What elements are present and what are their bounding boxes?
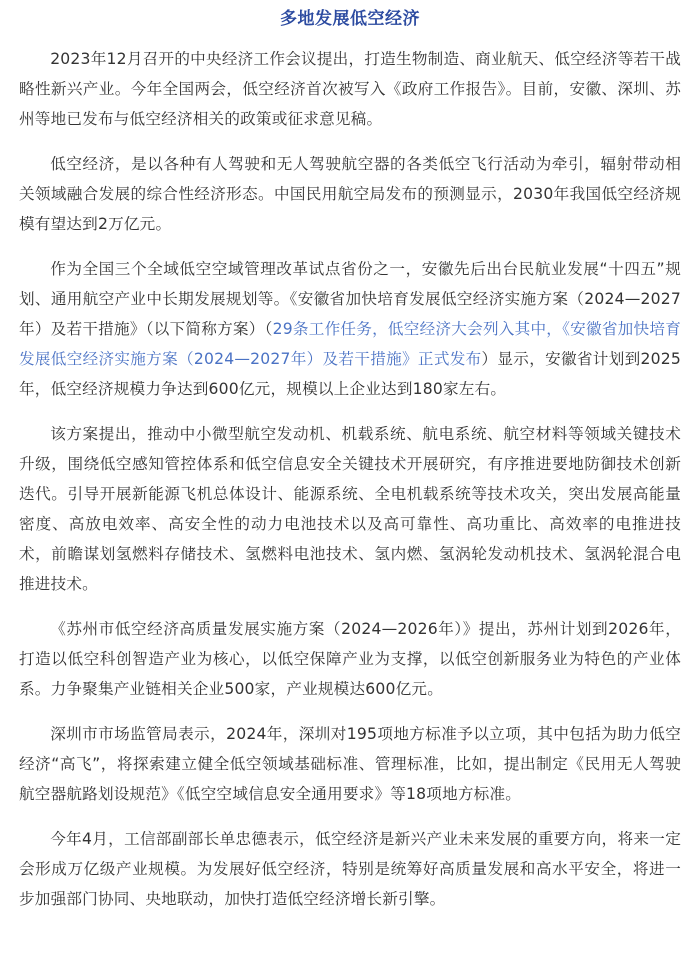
article-title: 多地发展低空经济	[280, 9, 420, 29]
paragraph-low-altitude-definition: 低空经济，是以各种有人驾驶和无人驾驶航空器的各类低空飞行活动为牵引，辐射带动相关领域融合发展的综合性经济形态。中国民用航空局发布的预测显示，2030年我国低空经济规模有望达到2万亿元。	[19, 155, 681, 233]
paragraph-key-technologies: 该方案提出，推动中小微型航空发动机、机载系统、航电系统、航空材料等领域关键技术升级，围绕低空感知管控体系和低空信息安全关键技术开展研究，有序推进要地防御技术创新迭代。引导开展新能源飞机总体设计、能源系统、全电机载系统等技术攻关，突出发展高能量密度、高放电效率、高安全性的动力电池技术以及高可靠性、高功重比、高效率的电推进技术，前瞻谋划氢燃料存储技术、氢燃料电池技术、氢内燃、氢涡轮发动机技术、氢涡轮混合电推进技术。	[19, 425, 681, 593]
paragraph-anhui-plan	[19, 254, 681, 404]
paragraph-miit-statement: 今年4月，工信部副部长单忠德表示，低空经济是新兴产业未来发展的重要方向，将来一定会形成万亿级产业规模。为发展好低空经济，特别是统筹好高质量发展和高水平安全，将进一步加强部门协同、央地联动，加快打造低空经济增长新引擎。	[19, 830, 681, 908]
paragraph-shenzhen-standards: 深圳市市场监管局表示，2024年，深圳对195项地方标准予以立项，其中包括为助力低空经济“高飞”，将探索建立健全低空领域基础标准、管理标准，比如，提出制定《民用无人驾驶航空器航路划设规范》《低空空域信息安全通用要求》等18项地方标准。	[19, 725, 681, 803]
anhui-text-before-link: 作为全国三个全域低空空域管理改革试点省份之一，安徽先后出台民航业发展“十四五”规划、通用航空产业中长期发展规划等。《安徽省加快培育发展低空经济实施方案（2024—2027年）及若干措施》（以下简称方案）（	[19, 260, 681, 338]
paragraph-suzhou-plan: 《苏州市低空经济高质量发展实施方案（2024—2026年）》提出，苏州计划到2026年，打造以低空科创智造产业为核心，以低空保障产业为支撑，以低空创新服务业为特色的产业体系。力争聚集产业链相关企业500家，产业规模达600亿元。	[19, 620, 681, 698]
anhui-text-after-link: ）显示，安徽省计划到2025年，低空经济规模力争达到600亿元，规模以上企业达到180家左右。	[19, 350, 681, 398]
paragraph-ceec-overview: 2023年12月召开的中央经济工作会议提出，打造生物制造、商业航天、低空经济等若干战略性新兴产业。今年全国两会，低空经济首次被写入《政府工作报告》。目前，安徽、深圳、苏州等地已发布与低空经济相关的政策或征求意见稿。	[19, 50, 681, 128]
anhui-plan-news-link[interactable]: 29条工作任务，低空经济大会列入其中，《安徽省加快培育发展低空经济实施方案（2024—2027年）及若干措施》正式发布	[19, 320, 681, 368]
